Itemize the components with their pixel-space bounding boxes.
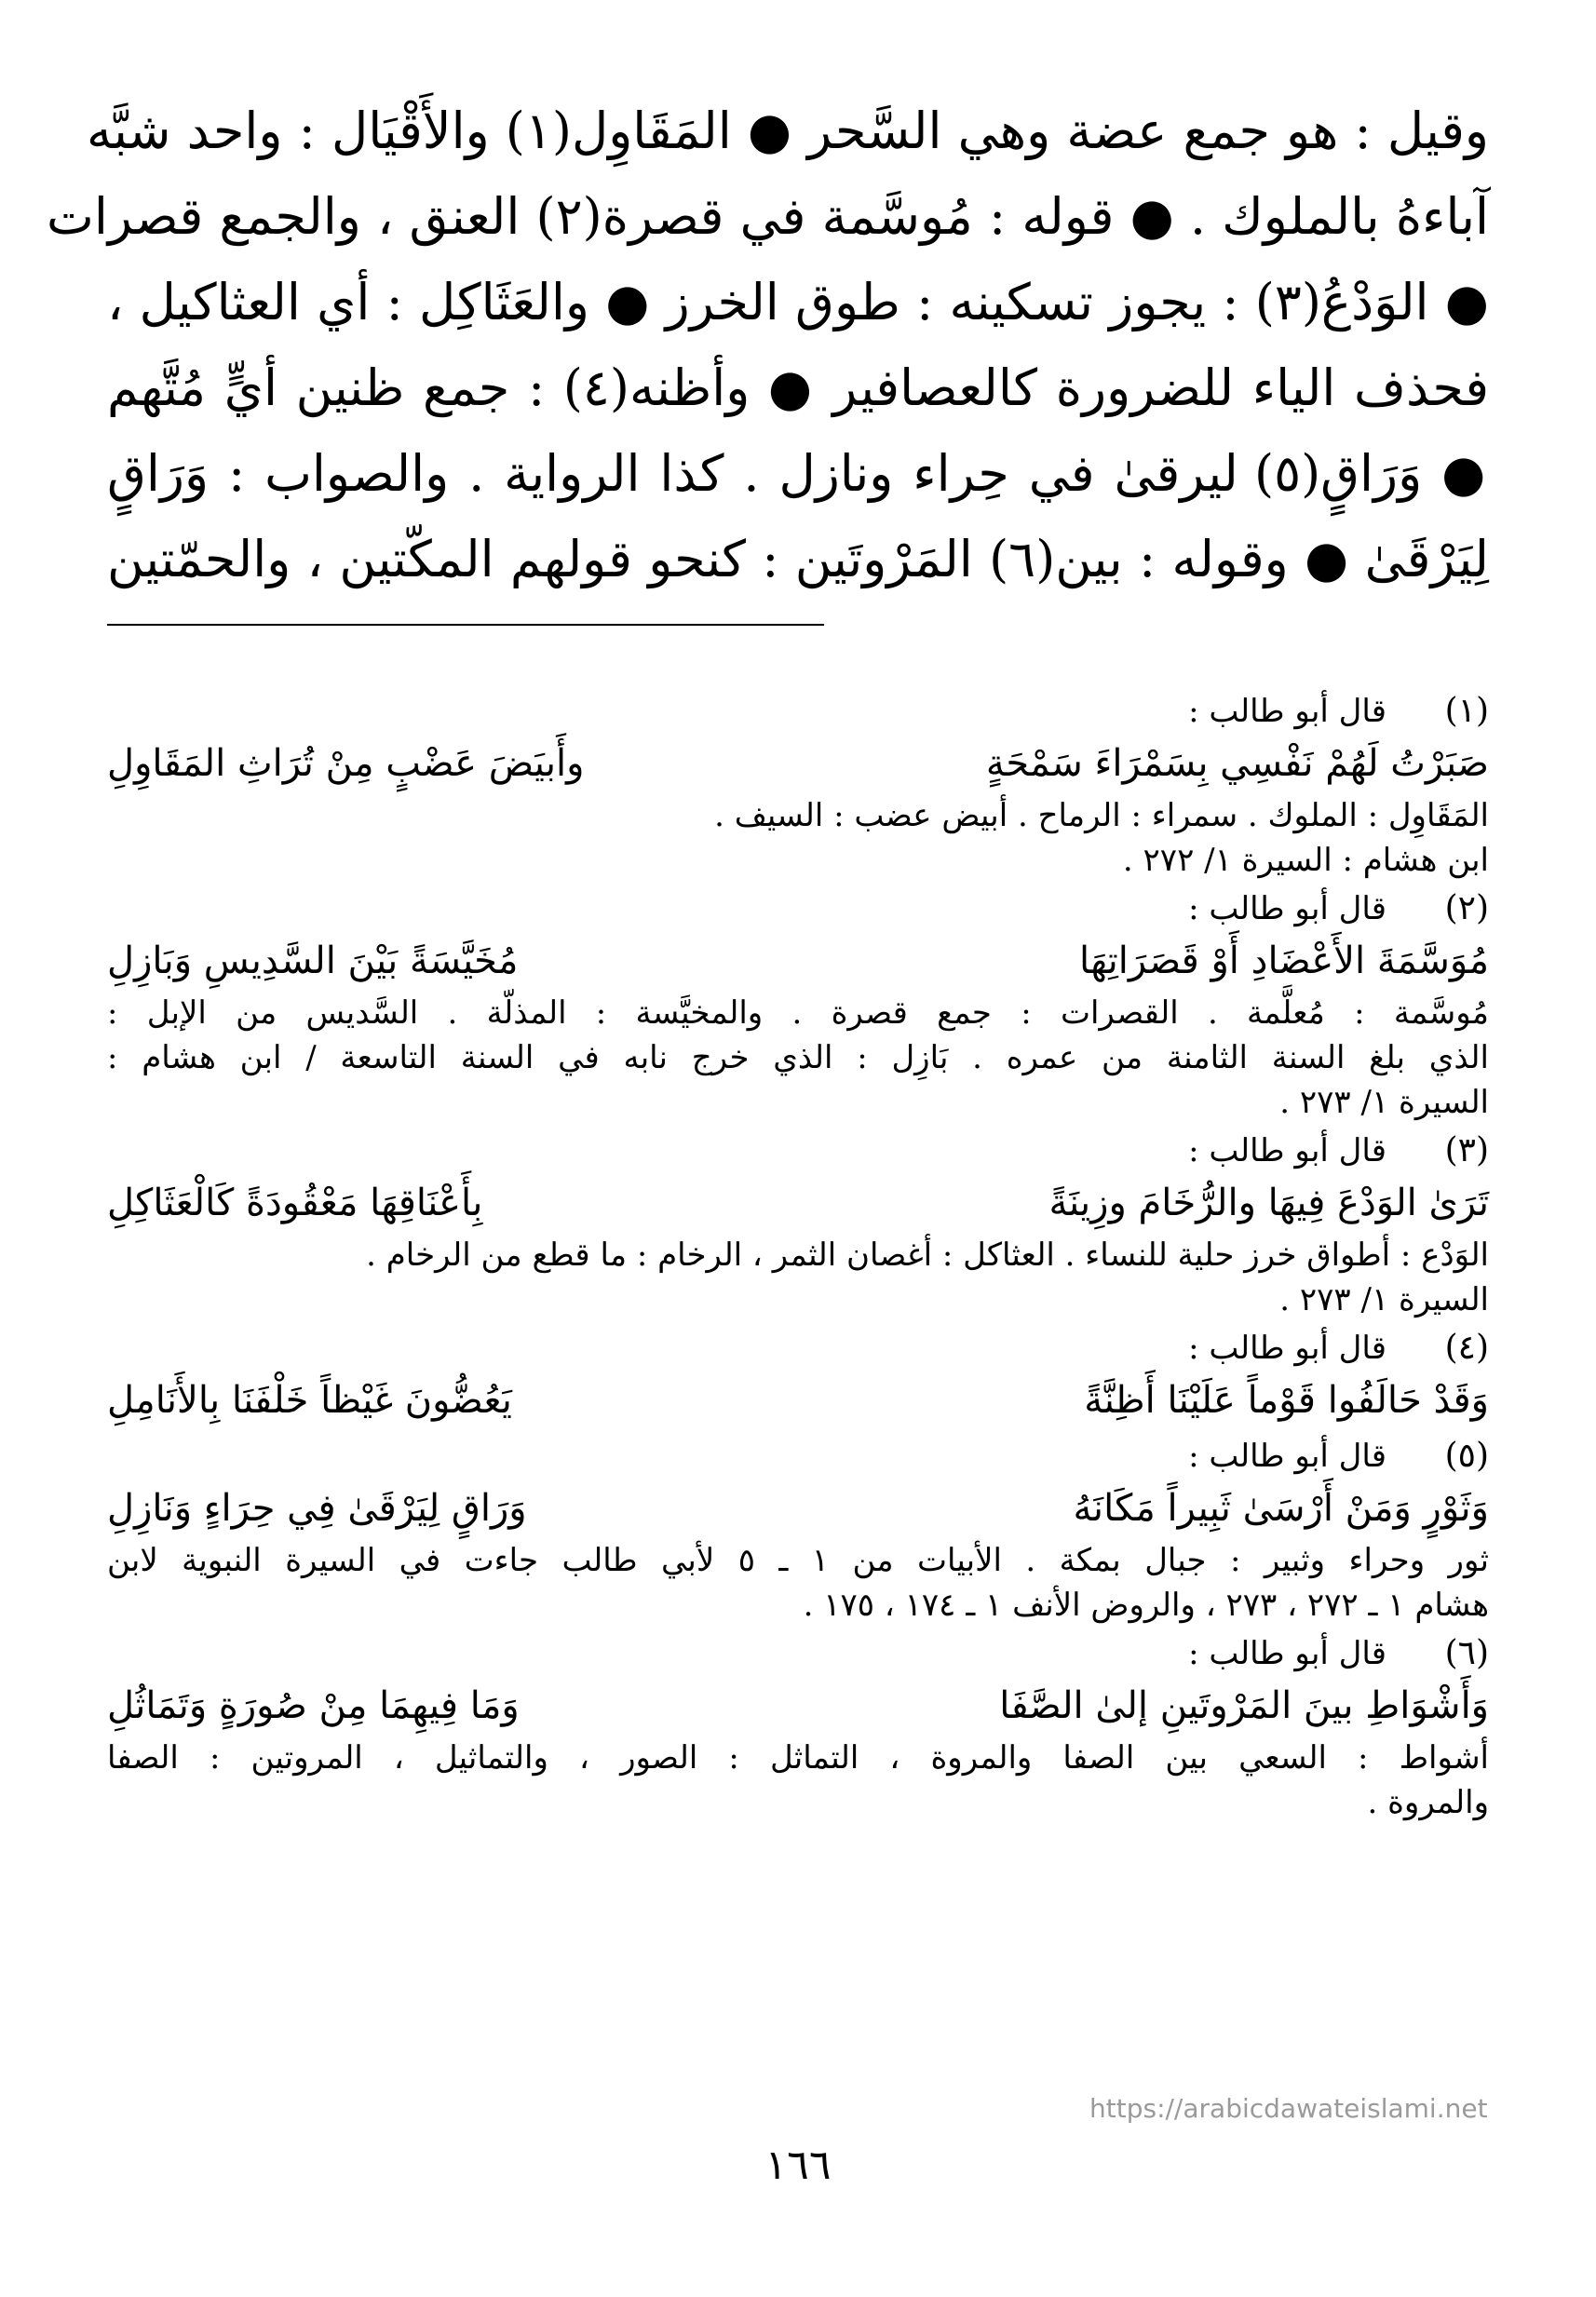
verse-hemistich-first: وَأَشْوَاطِ بينَ المَرْوتَينِ إلىٰ الصَّفَا <box>999 1684 1489 1727</box>
footnote-6 <box>107 1631 1489 1825</box>
verse <box>107 1371 1489 1430</box>
verse-hemistich-second: وَرَاقٍ لِيَرْقَىٰ فِي حِرَاءٍ وَنَازِلِ <box>107 1487 527 1530</box>
body-line: آباءهُ بالملوك . ● قوله : مُوسَّمة في قصرة(٢) العنق ، والجمع قصرات <box>46 187 1489 246</box>
main-text <box>46 88 1490 602</box>
footnote-number: (٤) <box>1444 1329 1489 1367</box>
footnote-intro: قال أبو طالب : <box>1188 1635 1386 1672</box>
gloss-line: هشام ١ ـ ٢٧٢ ، ٢٧٣ ، والروض الأنف ١ ـ ١٧٤ ، ١٧٥ . <box>803 1587 1489 1624</box>
gloss-line: مُوسَّمة : مُعلَّمة . القصرات : جمع قصرة . والمخيَّسة : المذلّة . السَّديس من الإبل : <box>107 994 1489 1032</box>
footnote-number: (٢) <box>1444 889 1489 927</box>
verse-hemistich-second: وَمَا فِيهِمَا مِنْ صُورَةٍ وَتَمَاثُلِ <box>107 1684 520 1727</box>
gloss-line: الذي بلغ السنة الثامنة من عمره . بَازِل : الذي خرج نابه في السنة التاسعة / ابن هشام : <box>107 1039 1489 1076</box>
watermark-url: https://arabicdawateislami.net <box>1089 2093 1488 2124</box>
verse-hemistich-first: تَرَىٰ الوَدْعَ فِيهَا والرُّخَامَ وزِينَةً <box>1048 1182 1489 1224</box>
gloss-line: السيرة ١/ ٢٧٣ . <box>1279 1084 1489 1121</box>
footnote-3 <box>107 1128 1489 1322</box>
gloss-line: المَقَاوِل : الملوك . سمراء : الرماح . أبيض عضب : السيف . <box>714 797 1489 834</box>
gloss-line: والمروة . <box>1367 1784 1489 1821</box>
footnote-1 <box>107 689 1489 883</box>
verse-hemistich-first: صَبَرْتُ لَهُمْ نَفْسِي بِسَمْرَاءَ سَمْحَةٍ <box>985 742 1489 785</box>
verse <box>107 931 1489 991</box>
footnote-intro: قال أبو طالب : <box>1188 1438 1386 1475</box>
verse <box>107 1173 1489 1233</box>
verse-hemistich-second: بِأَعْنَاقِهَا مَعْقُودَةً كَالْعَثَاكِلِ <box>107 1182 483 1224</box>
verse-hemistich-second: يَعُضُّونَ غَيْظاً خَلْفَنَا بِالأَنَامِلِ <box>107 1379 512 1422</box>
verse-hemistich-first: مُوَسَّمَةَ الأَعْضَادِ أَوْ قَصَرَاتِهَا <box>1079 939 1489 982</box>
footnote-separator <box>107 624 824 626</box>
body-line: ● وَرَاقٍ(٥) ليرقىٰ في حِراء ونازل . كذا الرواية . والصواب : وَرَاقٍ <box>107 444 1490 503</box>
footnote-5 <box>107 1434 1489 1628</box>
footnote-intro: قال أبو طالب : <box>1188 1330 1386 1367</box>
body-line: وقيل : هو جمع عضة وهي السَّحر ● المَقَاوِل(١) والأَقْيَال : واحد شبَّه <box>86 101 1489 160</box>
footnote-number: (١) <box>1444 692 1489 730</box>
body-line: ● الوَدْعُ(٣) : يجوز تسكينه : طوق الخرز ● والعَثَاكِل : أي العثاكيل ، <box>107 273 1489 331</box>
footnote-intro: قال أبو طالب : <box>1188 1132 1386 1169</box>
footnote-4 <box>107 1326 1489 1430</box>
body-line: فحذف الياء للضرورة كالعصافير ● وأظنه(٤) : جمع ظنين أيٍّ مُتَّهم <box>107 358 1490 417</box>
body-line: لِيَرْقَىٰ ● وقوله : بين(٦) المَرْوتَين : كنحو قولهم المكّتين ، والحمّتين <box>107 530 1489 588</box>
page-number: ١٦٦ <box>764 2142 832 2189</box>
verse <box>107 734 1489 793</box>
footnotes <box>107 689 1489 1829</box>
verse-hemistich-first: وَثَوْرٍ وَمَنْ أَرْسَىٰ ثَبِيراً مَكَانَهُ <box>1073 1487 1489 1530</box>
footnote-intro: قال أبو طالب : <box>1188 890 1386 927</box>
gloss-line: ابن هشام : السيرة ١/ ٢٧٢ . <box>1122 842 1489 879</box>
footnote-number: (٦) <box>1444 1634 1489 1672</box>
gloss-line: الوَدْع : أطواق خرز حلية للنساء . العثاكل : أغصان الثمر ، الرخام : ما قطع من الرخام . <box>366 1236 1489 1274</box>
footnote-intro: قال أبو طالب : <box>1188 693 1386 730</box>
verse-hemistich-second: مُخَيَّسَةً بَيْنَ السَّدِيسِ وَبَازِلِ <box>107 939 519 982</box>
gloss-line: ثور وحراء وثبير : جبال بمكة . الأبيات من ١ ـ ٥ لأبي طالب جاءت في السيرة النبوية لابن <box>107 1542 1489 1579</box>
gloss-line: السيرة ١/ ٢٧٣ . <box>1279 1281 1489 1318</box>
verse-hemistich-second: وأَبيَضَ عَضْبٍ مِنْ تُرَاثِ المَقَاوِلِ <box>107 742 585 785</box>
verse <box>107 1479 1489 1538</box>
footnote-number: (٣) <box>1444 1131 1489 1169</box>
verse-hemistich-first: وَقَدْ حَالَفُوا قَوْماً عَلَيْنَا أَظِنَّةً <box>1084 1379 1489 1422</box>
gloss-line: أشواط : السعي بين الصفا والمروة ، التماثل : الصور ، والتماثيل ، المروتين : الصفا <box>107 1739 1489 1777</box>
footnote-number: (٥) <box>1444 1437 1489 1475</box>
footnote-2 <box>107 886 1489 1125</box>
verse <box>107 1676 1489 1736</box>
